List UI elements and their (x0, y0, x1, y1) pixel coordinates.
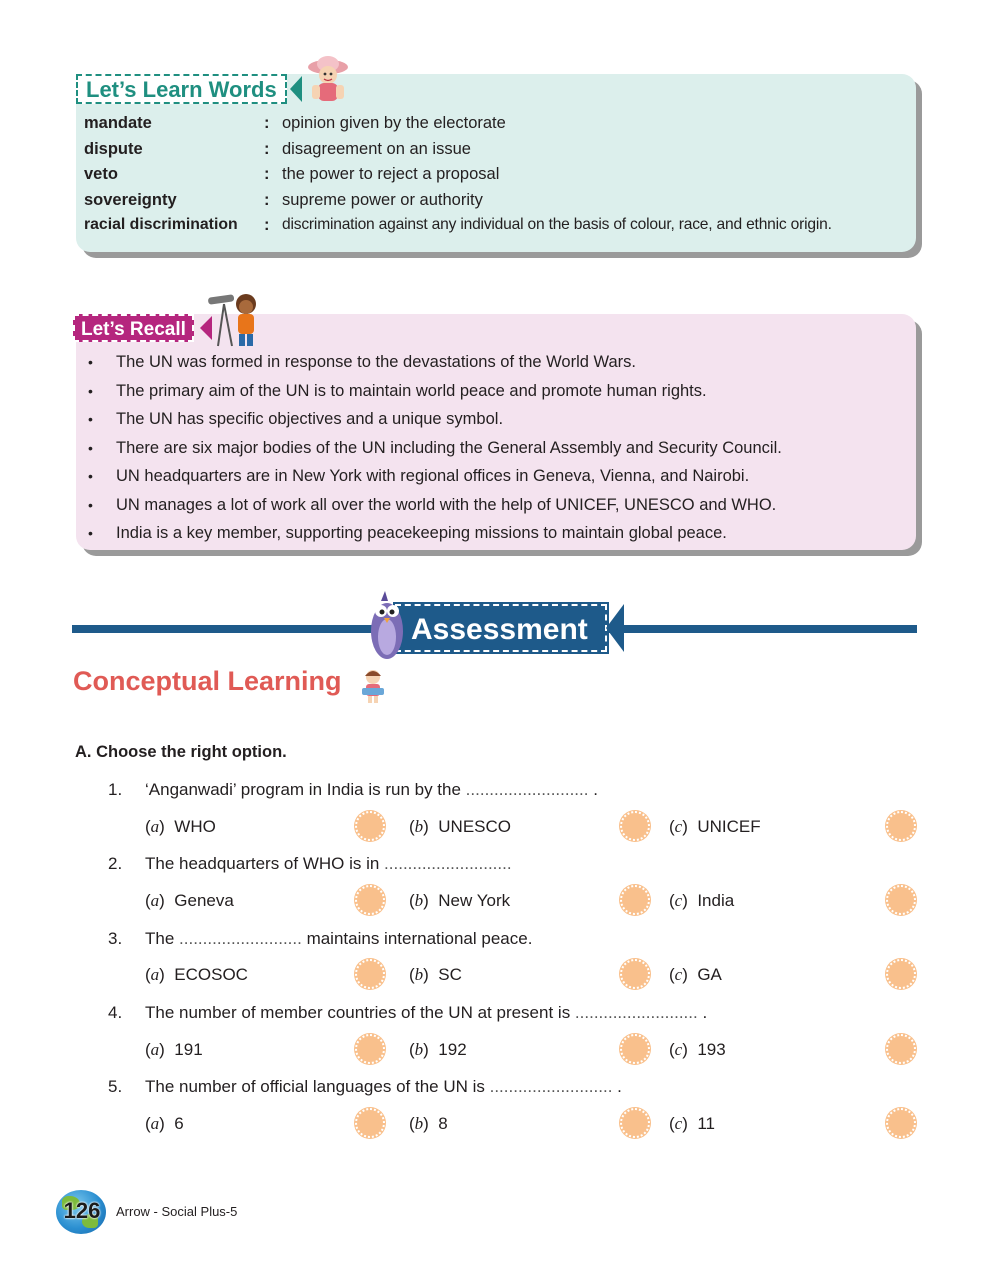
option-text: GA (697, 965, 722, 984)
word-colon: : (264, 216, 270, 234)
option-text: SC (438, 965, 462, 984)
word-colon: : (264, 114, 270, 132)
answer-bubble[interactable] (355, 959, 385, 989)
question-number: 2. (108, 854, 123, 873)
recall-title: Let’s Recall (73, 314, 194, 342)
option-letter: a (150, 817, 160, 836)
option: (a) Geneva (145, 891, 234, 910)
word-colon: : (264, 139, 270, 158)
option-letter: b (414, 1114, 424, 1133)
word-colon: : (264, 190, 270, 209)
answer-blank: .......................... (574, 1003, 698, 1022)
option: (a) 191 (145, 1040, 203, 1059)
word-row (84, 214, 914, 240)
option: (a) 6 (145, 1114, 184, 1133)
option-text: UNESCO (438, 817, 512, 836)
option-letter: c (674, 1114, 683, 1133)
bullet: • (88, 496, 93, 513)
word-row (84, 163, 914, 189)
option: (b) UNESCO (409, 817, 512, 836)
learn-words-tag-arrow (290, 76, 302, 102)
answer-bubble[interactable] (886, 1108, 916, 1138)
recall-item (88, 521, 782, 550)
answer-bubble[interactable] (886, 959, 916, 989)
recall-item (88, 379, 782, 408)
bullet: • (88, 468, 93, 484)
question-text: The number of official languages of the UN is (145, 1077, 490, 1096)
word-row (84, 189, 914, 215)
answer-bubble[interactable] (620, 885, 650, 915)
assessment-title: Assessment (395, 604, 607, 652)
option: (b) 192 (409, 1040, 467, 1059)
option-letter: c (674, 1040, 683, 1059)
option-letter: a (150, 891, 160, 910)
option: (b) SC (409, 965, 462, 984)
word-definition: opinion given by the electorate (282, 114, 506, 132)
option: (c) UNICEF (669, 817, 761, 836)
word-term: dispute (84, 139, 143, 158)
option-letter: a (150, 965, 160, 984)
word-term: racial discrimination (84, 216, 238, 233)
question-text: The number of member countries of the UN at present is (145, 1003, 575, 1022)
question-number: 3. (108, 929, 123, 948)
answer-bubble[interactable] (620, 959, 650, 989)
recall-item (88, 493, 782, 522)
recall-text: The primary aim of the UN is to maintain world peace and promote human rights. (116, 381, 707, 400)
answer-bubble[interactable] (886, 885, 916, 915)
bullet: • (88, 354, 93, 370)
option: (a) ECOSOC (145, 965, 248, 984)
answer-bubble[interactable] (355, 811, 385, 841)
recall-item (88, 350, 782, 379)
option-letter: a (150, 1114, 160, 1133)
question-text-end: . (588, 780, 598, 799)
answer-bubble[interactable] (355, 1108, 385, 1138)
word-definition: supreme power or authority (282, 190, 483, 209)
word-definition: disagreement on an issue (282, 139, 471, 158)
option-text: India (697, 891, 735, 910)
girl-reading-icon (358, 668, 388, 704)
recall-text: The UN has specific objectives and a unique symbol. (116, 410, 504, 428)
question (108, 780, 598, 800)
word-term: mandate (84, 114, 152, 132)
question (108, 929, 532, 949)
answer-bubble[interactable] (355, 1034, 385, 1064)
bullet: • (88, 439, 93, 456)
answer-blank: .......................... (179, 929, 302, 948)
option-letter: b (414, 817, 424, 836)
option: (b) New York (409, 891, 511, 910)
option-letter: c (674, 891, 683, 910)
option-letter: c (674, 965, 683, 984)
option-text: Geneva (174, 891, 234, 910)
question-number: 5. (108, 1077, 123, 1096)
word-row (84, 138, 914, 164)
word-row (84, 112, 914, 138)
word-colon: : (264, 165, 270, 183)
option-text: 6 (174, 1114, 184, 1133)
boy-with-telescope-icon (204, 290, 264, 348)
question (108, 1003, 707, 1023)
question-number: 4. (108, 1003, 123, 1022)
recall-list (88, 350, 782, 550)
answer-bubble[interactable] (355, 885, 385, 915)
option-letter: b (414, 1040, 424, 1059)
option-text: 8 (438, 1114, 448, 1133)
question-text: ‘Anganwadi’ program in India is run by the (145, 780, 466, 799)
bird-mascot-icon (367, 587, 407, 667)
option-text: 191 (174, 1040, 203, 1059)
word-definition: the power to reject a proposal (282, 165, 500, 183)
option: (c) GA (669, 965, 722, 984)
word-list (84, 112, 914, 240)
option-text: WHO (174, 817, 216, 836)
option: (a) WHO (145, 817, 216, 836)
assessment-tag-arrow (606, 604, 624, 652)
option: (b) 8 (409, 1114, 448, 1133)
option-letter: c (674, 817, 683, 836)
recall-item (88, 407, 782, 436)
option-text: 192 (438, 1040, 467, 1059)
answer-blank: .......................... (465, 780, 589, 799)
option-text: UNICEF (697, 817, 761, 836)
girl-with-hat-icon (306, 55, 350, 109)
question-text-end: . (612, 1077, 622, 1096)
option-letter: b (414, 891, 424, 910)
answer-bubble[interactable] (620, 1108, 650, 1138)
answer-blank: .......................... (489, 1077, 613, 1096)
question (108, 854, 512, 874)
option: (c) 11 (669, 1114, 715, 1133)
word-term: sovereignty (84, 190, 177, 209)
question-text: The headquarters of WHO is in (145, 854, 385, 873)
question-text-end: maintains international peace. (301, 929, 533, 948)
page-number: 126 (63, 1198, 101, 1223)
option-letter: b (414, 965, 424, 984)
bullet: • (88, 382, 93, 399)
answer-bubble[interactable] (620, 811, 650, 841)
question-text-end: . (697, 1003, 708, 1022)
option-letter: a (150, 1040, 160, 1059)
option-text: New York (438, 891, 511, 910)
recall-text: There are six major bodies of the UN including the General Assembly and Security Council. (116, 438, 782, 457)
bullet: • (88, 411, 93, 427)
option-text: 193 (697, 1040, 726, 1059)
recall-item (88, 436, 782, 465)
question (108, 1077, 622, 1097)
section-a-heading: A. Choose the right option. (75, 743, 287, 761)
answer-bubble[interactable] (886, 1034, 916, 1064)
question-text: The (145, 929, 180, 948)
answer-blank: ........................... (384, 854, 512, 873)
answer-bubble[interactable] (620, 1034, 650, 1064)
bullet: • (88, 525, 93, 541)
recall-item (88, 464, 782, 493)
recall-text: UN manages a lot of work all over the world with the help of UNICEF, UNESCO and WHO. (116, 495, 777, 514)
learn-words-title: Let’s Learn Words (76, 74, 287, 104)
word-term: veto (84, 165, 118, 183)
book-title: Arrow - Social Plus-5 (116, 1204, 238, 1219)
word-definition: discrimination against any individual on the basis of colour, race, and ethnic origin. (282, 216, 832, 233)
recall-text: India is a key member, supporting peacekeeping missions to maintain global peace. (116, 524, 727, 542)
question-number: 1. (108, 780, 123, 799)
recall-text: UN headquarters are in New York with regional offices in Geneva, Vienna, and Nairobi. (116, 467, 750, 485)
option-text: 11 (697, 1114, 715, 1133)
recall-text: The UN was formed in response to the devastations of the World Wars. (116, 353, 636, 371)
option: (c) 193 (669, 1040, 726, 1059)
answer-bubble[interactable] (886, 811, 916, 841)
option-text: ECOSOC (174, 965, 248, 984)
option: (c) India (669, 891, 735, 910)
section-title: Conceptual Learning (73, 666, 342, 696)
